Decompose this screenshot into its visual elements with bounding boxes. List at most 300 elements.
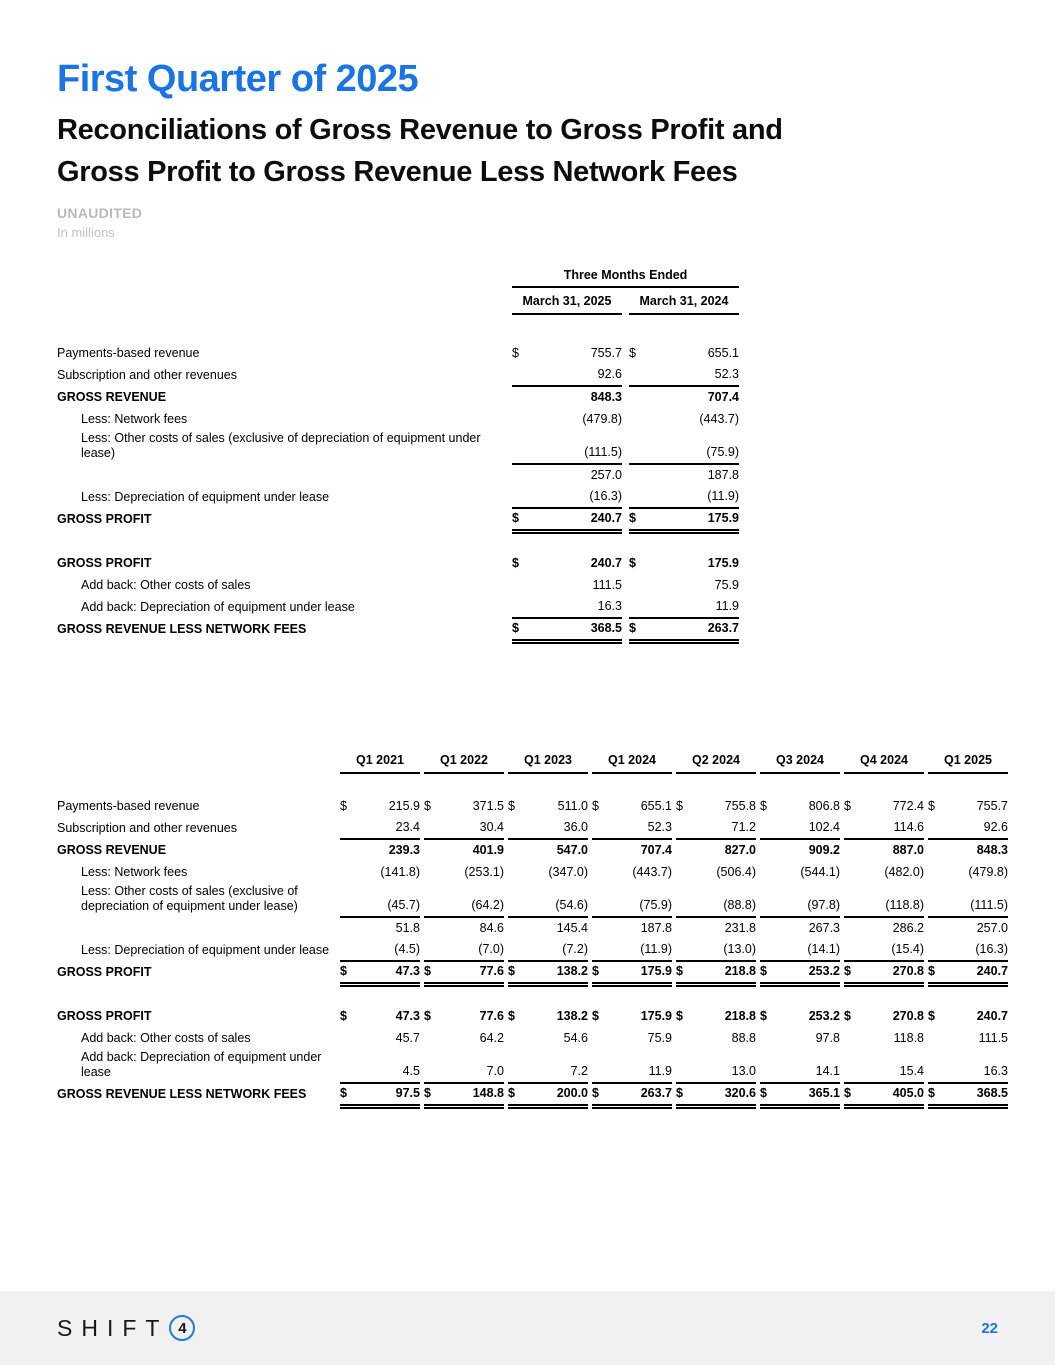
table-row — [57, 1050, 1055, 1084]
value: 7.0 — [486, 1064, 504, 1078]
page-header — [57, 58, 998, 240]
value: (443.7) — [632, 865, 672, 879]
row-label: GROSS PROFIT — [57, 965, 152, 979]
value-cell — [760, 1009, 840, 1028]
value-cell — [760, 799, 840, 818]
value: 75.9 — [714, 578, 739, 592]
value: (54.6) — [555, 898, 588, 912]
table-row — [57, 553, 1055, 575]
value-cell — [512, 578, 622, 597]
value: 405.0 — [892, 1086, 924, 1100]
value: 371.5 — [472, 799, 504, 813]
value: 365.1 — [808, 1086, 840, 1100]
value: 7.2 — [570, 1064, 588, 1078]
value: 218.8 — [724, 1009, 756, 1023]
value: 286.2 — [892, 921, 924, 935]
value: (97.8) — [807, 898, 840, 912]
table-row — [57, 1028, 1055, 1050]
value: (11.9) — [640, 942, 672, 956]
value-cell — [340, 820, 420, 840]
row-label: Payments-based revenue — [57, 799, 200, 813]
table-spacer-row — [57, 984, 1055, 1006]
row-label: Less: Depreciation of equipment under lease — [81, 490, 330, 504]
value-cell — [508, 921, 588, 940]
value: (7.2) — [562, 942, 588, 956]
value-cell — [760, 964, 840, 984]
value: 111.5 — [592, 578, 622, 592]
page-title-line2: Gross Profit to Gross Revenue Less Network Fees — [57, 156, 738, 188]
value-cell — [512, 511, 622, 531]
value: 52.3 — [647, 820, 672, 834]
dollar-sign: $ — [928, 964, 935, 978]
value-cell — [424, 964, 504, 984]
value-cell — [844, 942, 924, 962]
value-cell — [512, 346, 622, 365]
dollar-sign: $ — [512, 511, 519, 525]
value-cell — [424, 1031, 504, 1050]
value: 88.8 — [731, 1031, 756, 1045]
value-cell — [676, 1009, 756, 1028]
table-row — [57, 796, 1055, 818]
table-row — [57, 409, 1055, 431]
value-cell — [928, 843, 1008, 862]
logo-four-circle-icon — [169, 1315, 195, 1341]
quarterly-table — [0, 753, 1055, 1106]
value: 175.9 — [640, 964, 672, 978]
value: 257.0 — [590, 468, 622, 482]
table-row — [57, 597, 1055, 619]
value-cell — [424, 820, 504, 840]
table-row — [57, 818, 1055, 840]
dollar-sign: $ — [340, 799, 347, 813]
value-cell — [424, 1009, 504, 1028]
value: 547.0 — [556, 843, 588, 857]
dollar-sign: $ — [676, 1009, 683, 1023]
value-cell — [508, 942, 588, 962]
row-label: GROSS REVENUE — [57, 390, 167, 404]
dollar-sign: $ — [424, 1009, 431, 1023]
value: 368.5 — [590, 621, 622, 635]
column-header-q1-2022: Q1 2022 — [424, 753, 504, 774]
value: 270.8 — [892, 1009, 924, 1023]
logo-wordmark: SHIFT — [57, 1314, 169, 1341]
value: 97.8 — [815, 1031, 840, 1045]
value-cell — [676, 799, 756, 818]
value: 114.6 — [893, 820, 924, 834]
dollar-sign: $ — [629, 346, 636, 360]
table-row — [57, 431, 1055, 465]
dollar-sign: $ — [844, 1086, 851, 1100]
value-cell — [508, 1009, 588, 1028]
value: (15.4) — [891, 942, 924, 956]
dollar-sign: $ — [512, 346, 519, 360]
value-cell — [592, 1064, 672, 1084]
value-cell — [340, 921, 420, 940]
value-cell — [592, 820, 672, 840]
table-row — [57, 962, 1055, 984]
value: 240.7 — [976, 964, 1008, 978]
value: 14.1 — [815, 1064, 840, 1078]
value: (64.2) — [471, 898, 504, 912]
value-cell — [340, 964, 420, 984]
page-title-line1: Reconciliations of Gross Revenue to Gross Profit and — [57, 114, 783, 146]
value: 4.5 — [402, 1064, 420, 1078]
unaudited-label: UNAUDITED — [57, 205, 143, 221]
value: 755.8 — [724, 799, 756, 813]
value: 267.3 — [808, 921, 840, 935]
value-cell — [928, 898, 1008, 918]
value-cell — [676, 921, 756, 940]
value: 54.6 — [563, 1031, 588, 1045]
dollar-sign: $ — [592, 964, 599, 978]
column-header-q4-2024: Q4 2024 — [844, 753, 924, 774]
value: 887.0 — [892, 843, 924, 857]
value-cell — [508, 1064, 588, 1084]
value-cell — [760, 1031, 840, 1050]
value: 92.6 — [983, 820, 1008, 834]
value: 45.7 — [395, 1031, 420, 1045]
table-row — [57, 387, 1055, 409]
value: 15.4 — [899, 1064, 924, 1078]
value: (479.8) — [582, 412, 622, 426]
row-label: Add back: Other costs of sales — [81, 578, 251, 592]
dollar-sign: $ — [512, 556, 519, 570]
column-header-q1-2021: Q1 2021 — [340, 753, 420, 774]
value-cell — [928, 820, 1008, 840]
table-spacer-row — [57, 531, 1055, 553]
value-cell — [676, 1086, 756, 1106]
spanner-label: Three Months Ended — [512, 268, 739, 288]
value: 84.6 — [479, 921, 504, 935]
value: 755.7 — [976, 799, 1008, 813]
shift4-logo — [57, 1315, 195, 1342]
value-cell — [512, 468, 622, 487]
spanner-gap — [57, 268, 512, 288]
value-cell — [844, 1031, 924, 1050]
value-cell — [340, 1009, 420, 1028]
dollar-sign: $ — [424, 1086, 431, 1100]
value-cell — [512, 412, 622, 431]
dollar-sign: $ — [928, 1009, 935, 1023]
table-row — [57, 343, 1055, 365]
value: 92.6 — [597, 367, 622, 381]
value-cell — [629, 468, 739, 487]
value-cell — [629, 346, 739, 365]
value-cell — [508, 1031, 588, 1050]
row-label: GROSS PROFIT — [57, 512, 152, 526]
value: 187.8 — [640, 921, 672, 935]
value: 218.8 — [724, 964, 756, 978]
value: (111.5) — [584, 445, 622, 459]
value-cell — [760, 843, 840, 862]
value: 111.5 — [978, 1031, 1008, 1045]
three-months-spanner-row — [57, 268, 1055, 288]
value-cell — [928, 1031, 1008, 1050]
value-cell — [512, 445, 622, 465]
value: 240.7 — [976, 1009, 1008, 1023]
value: (13.0) — [723, 942, 756, 956]
value-cell — [424, 1086, 504, 1106]
value-cell — [928, 964, 1008, 984]
value-cell — [424, 898, 504, 918]
value-cell — [928, 1064, 1008, 1084]
dollar-sign: $ — [629, 511, 636, 525]
value: 175.9 — [707, 556, 739, 570]
value-cell — [508, 898, 588, 918]
dollar-sign: $ — [508, 1086, 515, 1100]
value: (75.9) — [706, 445, 739, 459]
quarterly-column-headers — [57, 753, 1055, 774]
table-row — [57, 918, 1055, 940]
row-label: Add back: Depreciation of equipment under lease — [81, 600, 355, 614]
dollar-sign: $ — [676, 799, 683, 813]
value: 707.4 — [640, 843, 672, 857]
value: 97.5 — [395, 1086, 420, 1100]
value: (16.3) — [589, 489, 622, 503]
dollar-sign: $ — [760, 799, 767, 813]
value-cell — [340, 1031, 420, 1050]
value-cell — [508, 799, 588, 818]
value: (75.9) — [639, 898, 672, 912]
table-row — [57, 884, 1055, 918]
table-row — [57, 940, 1055, 962]
value-cell — [424, 942, 504, 962]
value: 47.3 — [395, 1009, 420, 1023]
value-cell — [592, 898, 672, 918]
value: (16.3) — [975, 942, 1008, 956]
row-label: GROSS PROFIT — [57, 556, 152, 570]
dollar-sign: $ — [508, 1009, 515, 1023]
value: 320.6 — [724, 1086, 756, 1100]
row-label: Payments-based revenue — [57, 346, 200, 360]
value-cell — [844, 921, 924, 940]
dollar-sign: $ — [424, 964, 431, 978]
value: 71.2 — [731, 820, 756, 834]
three-months-table — [0, 268, 1055, 641]
value-cell — [629, 367, 739, 387]
value-cell — [629, 489, 739, 509]
value-cell — [508, 964, 588, 984]
value: (479.8) — [968, 865, 1008, 879]
table-row — [57, 862, 1055, 884]
value: (88.8) — [723, 898, 756, 912]
value: 655.1 — [640, 799, 672, 813]
value-cell — [424, 843, 504, 862]
value: 23.4 — [395, 820, 420, 834]
value-cell — [592, 865, 672, 884]
value-cell — [592, 1009, 672, 1028]
value-cell — [844, 1064, 924, 1084]
column-header-2024: March 31, 2024 — [629, 294, 739, 315]
dollar-sign: $ — [592, 1009, 599, 1023]
row-label: GROSS PROFIT — [57, 1009, 152, 1023]
dollar-sign: $ — [629, 556, 636, 570]
dollar-sign: $ — [592, 1086, 599, 1100]
value: 231.8 — [724, 921, 756, 935]
value-cell — [760, 942, 840, 962]
row-label: GROSS REVENUE LESS NETWORK FEES — [57, 622, 307, 636]
value-cell — [760, 820, 840, 840]
dollar-sign: $ — [928, 1086, 935, 1100]
dollar-sign: $ — [760, 1009, 767, 1023]
dollar-sign: $ — [760, 964, 767, 978]
value-cell — [629, 621, 739, 641]
value-cell — [508, 1086, 588, 1106]
value: 16.3 — [597, 599, 622, 613]
colhead-gap — [57, 753, 340, 774]
three-months-table-body — [57, 343, 1055, 641]
value-cell — [676, 843, 756, 862]
units-label: In millions — [57, 225, 115, 240]
value-cell — [676, 865, 756, 884]
value: 270.8 — [892, 964, 924, 978]
value: 239.3 — [388, 843, 420, 857]
table-row — [57, 509, 1055, 531]
dollar-sign: $ — [844, 964, 851, 978]
column-header-q2-2024: Q2 2024 — [676, 753, 756, 774]
table-row — [57, 1006, 1055, 1028]
value-cell — [629, 556, 739, 575]
column-header-q3-2024: Q3 2024 — [760, 753, 840, 774]
value: 511.0 — [557, 799, 588, 813]
value-cell — [760, 1064, 840, 1084]
value: 215.9 — [388, 799, 420, 813]
value: 16.3 — [983, 1064, 1008, 1078]
dollar-sign: $ — [508, 964, 515, 978]
row-label: Add back: Other costs of sales — [81, 1031, 251, 1045]
table-row — [57, 619, 1055, 641]
value: (118.8) — [885, 898, 924, 912]
value: 138.2 — [556, 1009, 588, 1023]
table-row — [57, 487, 1055, 509]
value-cell — [592, 799, 672, 818]
value-cell — [592, 964, 672, 984]
table-row — [57, 1084, 1055, 1106]
value-cell — [340, 799, 420, 818]
value: (443.7) — [699, 412, 739, 426]
value: 11.9 — [715, 599, 739, 613]
value-cell — [512, 367, 622, 387]
value: (544.1) — [800, 865, 840, 879]
value: (506.4) — [716, 865, 756, 879]
dollar-sign: $ — [512, 621, 519, 635]
value: 827.0 — [724, 843, 756, 857]
value-cell — [512, 556, 622, 575]
value-cell — [844, 964, 924, 984]
value-cell — [592, 1031, 672, 1050]
value-cell — [340, 1064, 420, 1084]
value-cell — [340, 1086, 420, 1106]
value: 77.6 — [479, 964, 504, 978]
value-cell — [629, 390, 739, 409]
value-cell — [629, 599, 739, 619]
value-cell — [424, 921, 504, 940]
page-footer — [0, 1291, 1055, 1365]
value: 253.2 — [808, 964, 840, 978]
value-cell — [592, 921, 672, 940]
column-header-q1-2025: Q1 2025 — [928, 753, 1008, 774]
row-label: Less: Depreciation of equipment under lease — [81, 943, 330, 957]
value: 240.7 — [590, 511, 622, 525]
value-cell — [928, 799, 1008, 818]
value-cell — [760, 1086, 840, 1106]
value: 13.0 — [731, 1064, 756, 1078]
value: 848.3 — [590, 390, 622, 404]
value-cell — [629, 412, 739, 431]
logo-four: 4 — [178, 1319, 187, 1337]
value: (11.9) — [707, 489, 739, 503]
value-cell — [928, 1009, 1008, 1028]
value-cell — [424, 799, 504, 818]
value: 148.8 — [472, 1086, 504, 1100]
value: 401.9 — [472, 843, 504, 857]
value: 263.7 — [707, 621, 739, 635]
value-cell — [676, 820, 756, 840]
value: 145.4 — [556, 921, 588, 935]
value: 368.5 — [976, 1086, 1008, 1100]
value: 77.6 — [479, 1009, 504, 1023]
value-cell — [928, 1086, 1008, 1106]
value-cell — [340, 843, 420, 862]
value-cell — [508, 820, 588, 840]
dollar-sign: $ — [424, 799, 431, 813]
dollar-sign: $ — [340, 1009, 347, 1023]
row-label: Less: Other costs of sales (exclusive of depreciation of equipment under lease) — [81, 431, 481, 460]
value-cell — [629, 445, 739, 465]
row-label: Less: Network fees — [81, 865, 188, 879]
column-header-q1-2024: Q1 2024 — [592, 753, 672, 774]
value: 138.2 — [556, 964, 588, 978]
value-cell — [928, 942, 1008, 962]
value-cell — [760, 921, 840, 940]
value-cell — [424, 1064, 504, 1084]
value-cell — [844, 898, 924, 918]
value: 253.2 — [808, 1009, 840, 1023]
value-cell — [676, 942, 756, 962]
value: 655.1 — [707, 346, 739, 360]
value: 175.9 — [640, 1009, 672, 1023]
column-header-q1-2023: Q1 2023 — [508, 753, 588, 774]
value: (141.8) — [380, 865, 420, 879]
dollar-sign: $ — [844, 1009, 851, 1023]
value-cell — [676, 898, 756, 918]
row-label — [57, 483, 512, 487]
value: 64.2 — [479, 1031, 504, 1045]
value-cell — [340, 942, 420, 962]
value-cell — [844, 865, 924, 884]
value: 47.3 — [395, 964, 420, 978]
value-cell — [508, 843, 588, 862]
value-cell — [592, 942, 672, 962]
three-months-column-headers — [57, 294, 1055, 315]
value-cell — [512, 621, 622, 641]
value: (7.0) — [478, 942, 504, 956]
dollar-sign: $ — [629, 621, 636, 635]
value-cell — [424, 865, 504, 884]
value-cell — [844, 799, 924, 818]
value-cell — [512, 390, 622, 409]
value-cell — [629, 511, 739, 531]
dollar-sign: $ — [340, 964, 347, 978]
row-label: Subscription and other revenues — [57, 821, 237, 835]
value: 755.7 — [590, 346, 622, 360]
dollar-sign: $ — [592, 799, 599, 813]
value: (347.0) — [548, 865, 588, 879]
table-row — [57, 365, 1055, 387]
value: 36.0 — [563, 820, 588, 834]
value: 102.4 — [808, 820, 840, 834]
dollar-sign: $ — [340, 1086, 347, 1100]
